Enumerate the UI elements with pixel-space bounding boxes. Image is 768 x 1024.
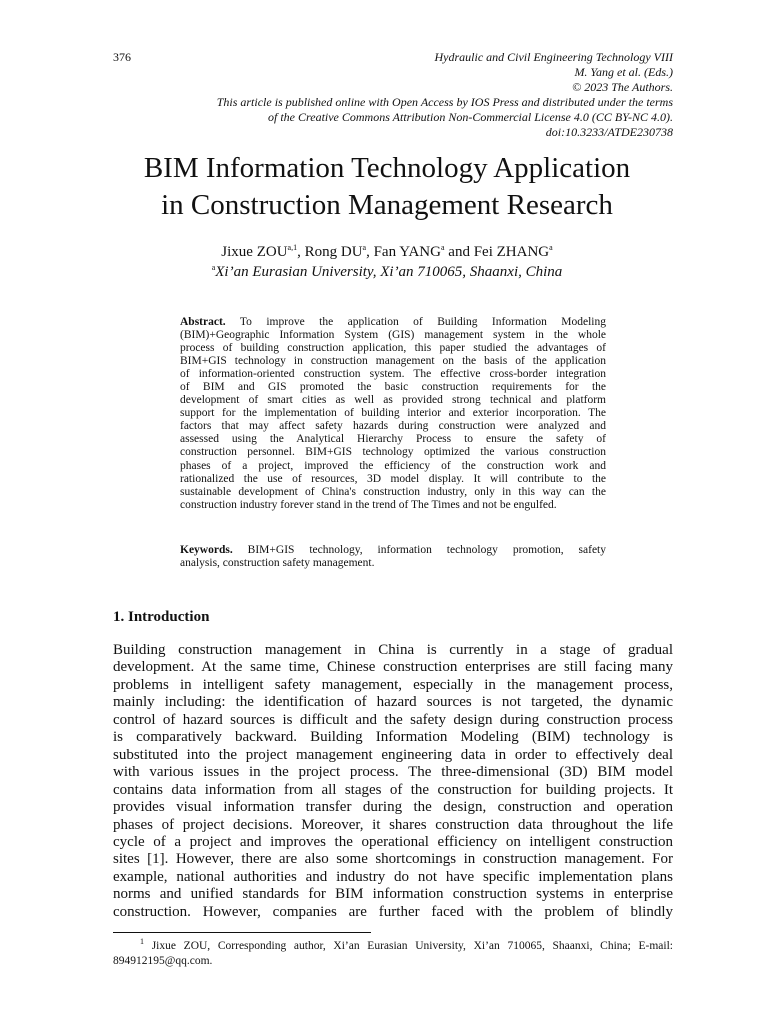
abstract-line: assessed using the Analytical Hierarchy Process to ensure the safety of [180, 433, 606, 446]
author-affiliation-mark: a [440, 243, 445, 252]
affiliation [70, 263, 704, 281]
abstract-line: phases of a project, improved the efficiency of the construction work and [180, 459, 606, 472]
affiliation-text: Xi’an Eurasian University, Xi’an 710065, Shaanxi, China [215, 264, 563, 280]
affiliation-mark: a [211, 263, 216, 272]
introduction-text [113, 642, 673, 921]
header-line: Hydraulic and Civil Engineering Technology VIII [434, 50, 673, 64]
body-line: provides visual information transfer during the design, construction and operation [113, 799, 673, 816]
header-line: This article is published online with Open Access by IOS Press and distributed under the terms [216, 95, 673, 109]
footnote [113, 939, 673, 968]
abstract-line: construction personnel. BIM+GIS technology optimized the various construction [180, 446, 606, 459]
author-affiliation-mark: a,1 [287, 243, 298, 252]
abstract-line: (BIM)+Geographic Information System (GIS) management system in the whole [180, 329, 606, 342]
body-line: is comparatively backward. Building Information Modeling (BIM) technology is [113, 729, 673, 746]
body-line: norms and unified standards for BIM information construction systems in enterprise [113, 886, 673, 903]
abstract-line: of BIM and GIS promoted the basic construction requirements for the [180, 381, 606, 394]
abstract-line: factors that may affect safety hazards during construction were analyzed and [180, 420, 606, 433]
abstract-line: construction industry forever stand in the trend of The Times and not be engulfed. [180, 498, 557, 511]
title-line: BIM Information Technology Application [143, 152, 631, 184]
body-line: cycle of a project and improves the operational efficiency on intelligent construction [113, 833, 673, 850]
title-line: in Construction Management Research [161, 189, 613, 221]
keywords [180, 544, 606, 570]
abstract-line: process of building construction application, this paper studied the advantages of [180, 342, 606, 355]
abstract-line: sustainable development of China's construction industry, only in this way can the [180, 485, 606, 498]
header-line: © 2023 The Authors. [572, 80, 673, 94]
author-name: Jixue ZOU [221, 244, 288, 260]
keywords-line [180, 544, 606, 557]
author-name: Rong DU [304, 244, 363, 260]
paper-title [70, 150, 704, 224]
abstract-line: of information-oriented construction system. The effective cross-border integration [180, 368, 606, 381]
author-separator: , [366, 244, 374, 260]
author-separator: and [444, 244, 474, 260]
body-line: mainly including: the identification of hazard sources is not targeted, the dynamic [113, 694, 673, 711]
footnote-mark: 1 [140, 937, 144, 947]
body-line: substituted into the project management engineering data in order to effectively deal [113, 746, 673, 763]
abstract [180, 316, 606, 512]
section-heading: 1. Introduction [113, 609, 210, 625]
page-number: 376 [113, 50, 131, 64]
author-affiliation-mark: a [362, 243, 367, 252]
keywords-label: Keywords. [180, 544, 233, 556]
body-line: Building construction management in China is currently in a stage of gradual [113, 642, 673, 658]
body-line: problems in intelligent safety management, especially in the management process, [113, 676, 673, 693]
footnote-divider [113, 932, 371, 933]
body-line: phases of project decisions. Moreover, it shares construction data throughout the life [113, 816, 673, 833]
abstract-line: support for the implementation of building interior and exterior incorporation. The [180, 407, 606, 420]
author-list [70, 243, 704, 261]
body-line: control of hazard sources is difficult and the safety design during construction process [113, 711, 673, 728]
abstract-label: Abstract. [180, 316, 226, 328]
abstract-line: development of smart cities as well as provided strong technical and platform [180, 394, 606, 407]
abstract-line [180, 316, 606, 329]
header-line: of the Creative Commons Attribution Non-Commercial License 4.0 (CC BY-NC 4.0). [268, 110, 673, 124]
body-line: example, national authorities and industry do not have specific implementation plans [113, 868, 673, 885]
footnote-text: Jixue ZOU, Corresponding author, Xi’an Eurasian University, Xi’an 710065, Shaanxi, China; E-mail: [151, 940, 674, 952]
abstract-line: BIM+GIS technology in construction management on the basis of the application [180, 355, 606, 368]
author-affiliation-mark: a [549, 243, 553, 252]
abstract-text: To improve the application of Building Information Modeling [239, 316, 607, 328]
keywords-line: analysis, construction safety management. [180, 557, 375, 570]
journal-header [153, 50, 673, 140]
body-line: sites [1]. However, there are also some shortcomings in construction management. For [113, 851, 673, 868]
body-line: with various issues in the project process. The three-dimensional (3D) BIM model [113, 764, 673, 781]
author-name: Fan YANG [373, 244, 441, 260]
author-separator: , [297, 244, 305, 260]
body-line: development. At the same time, Chinese construction enterprises are still facing many [113, 659, 673, 676]
body-line: contains data information from all stages of the construction for building projects. It [113, 781, 673, 798]
abstract-line: rationalized the use of resources, 3D model display. It will contribute to the [180, 472, 606, 485]
author-name: Fei ZHANG [473, 244, 550, 260]
footnote-line: 894912195@qq.com. [113, 954, 213, 967]
footnote-line [113, 939, 673, 954]
header-line: M. Yang et al. (Eds.) [574, 65, 673, 79]
header-line: doi:10.3233/ATDE230738 [545, 125, 673, 139]
keywords-text: BIM+GIS technology, information technology promotion, safety [247, 544, 607, 556]
body-line: construction. However, companies are further faced with the problem of blindly [113, 903, 673, 920]
